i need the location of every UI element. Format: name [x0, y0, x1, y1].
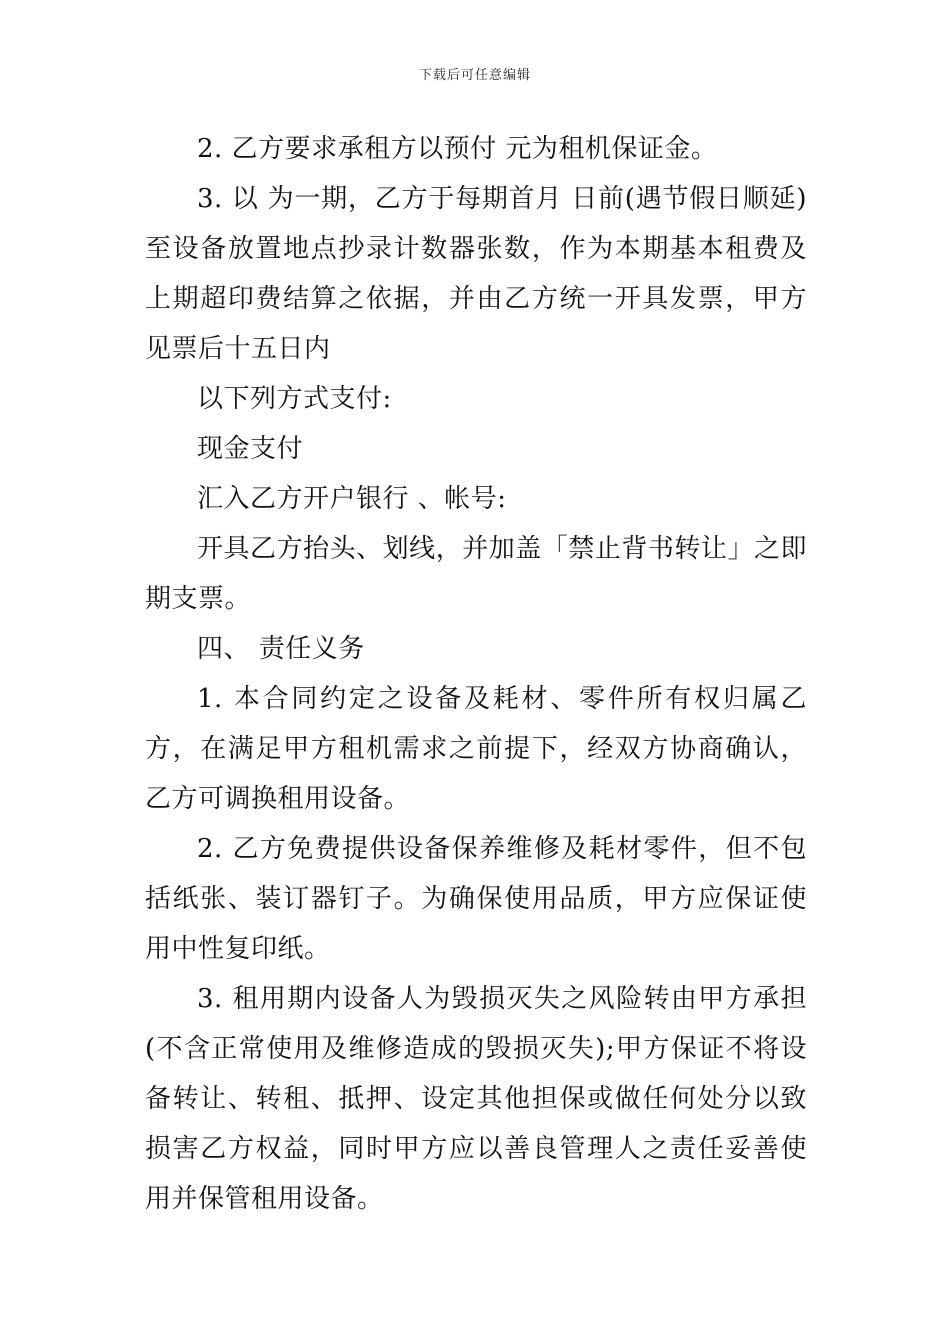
- paragraph-payment-methods: 以下列方式支付:: [197, 384, 392, 414]
- page-header: 下载后可任意编辑: [418, 68, 531, 83]
- paragraph-risk: 3. 租用期内设备人为毁损灭失之风险转由甲方承担(不含正常使用及维修造成的毁损灭失);甲方保证不将设备转让、转租、抵押、设定其他担保或做任何处分以致损害乙方权益，同时甲方应以善良管理人之责任妥善使用并保管租用设备。: [145, 984, 807, 1214]
- paragraph-cash-payment: 现金支付: [197, 434, 304, 464]
- paragraph-maintenance: 2. 乙方免费提供设备保养维修及耗材零件，但不包括纸张、装订器钉子。为确保使用品质，甲方应保证使用中性复印纸。: [145, 834, 807, 964]
- paragraph-ownership: 1. 本合同约定之设备及耗材、零件所有权归属乙方，在满足甲方租机需求之前提下，经双方协商确认，乙方可调换租用设备。: [145, 684, 807, 814]
- document-body: [145, 124, 807, 1224]
- paragraph-cheque: 开具乙方抬头、划线，并加盖「禁止背书转让」之即期支票。: [145, 534, 807, 614]
- paragraph-billing-period: 3. 以 为一期，乙方于每期首月 日前(遇节假日顺延)至设备放置地点抄录计数器张数，作为本期基本租费及上期超印费结算之依据，并由乙方统一开具发票，甲方见票后十五日内: [145, 184, 807, 364]
- paragraph-bank-transfer: 汇入乙方开户银行 、帐号:: [197, 484, 507, 514]
- paragraph-deposit: 2. 乙方要求承租方以预付 元为租机保证金。: [197, 134, 718, 164]
- section-heading-responsibilities: 四、 责任义务: [197, 634, 365, 664]
